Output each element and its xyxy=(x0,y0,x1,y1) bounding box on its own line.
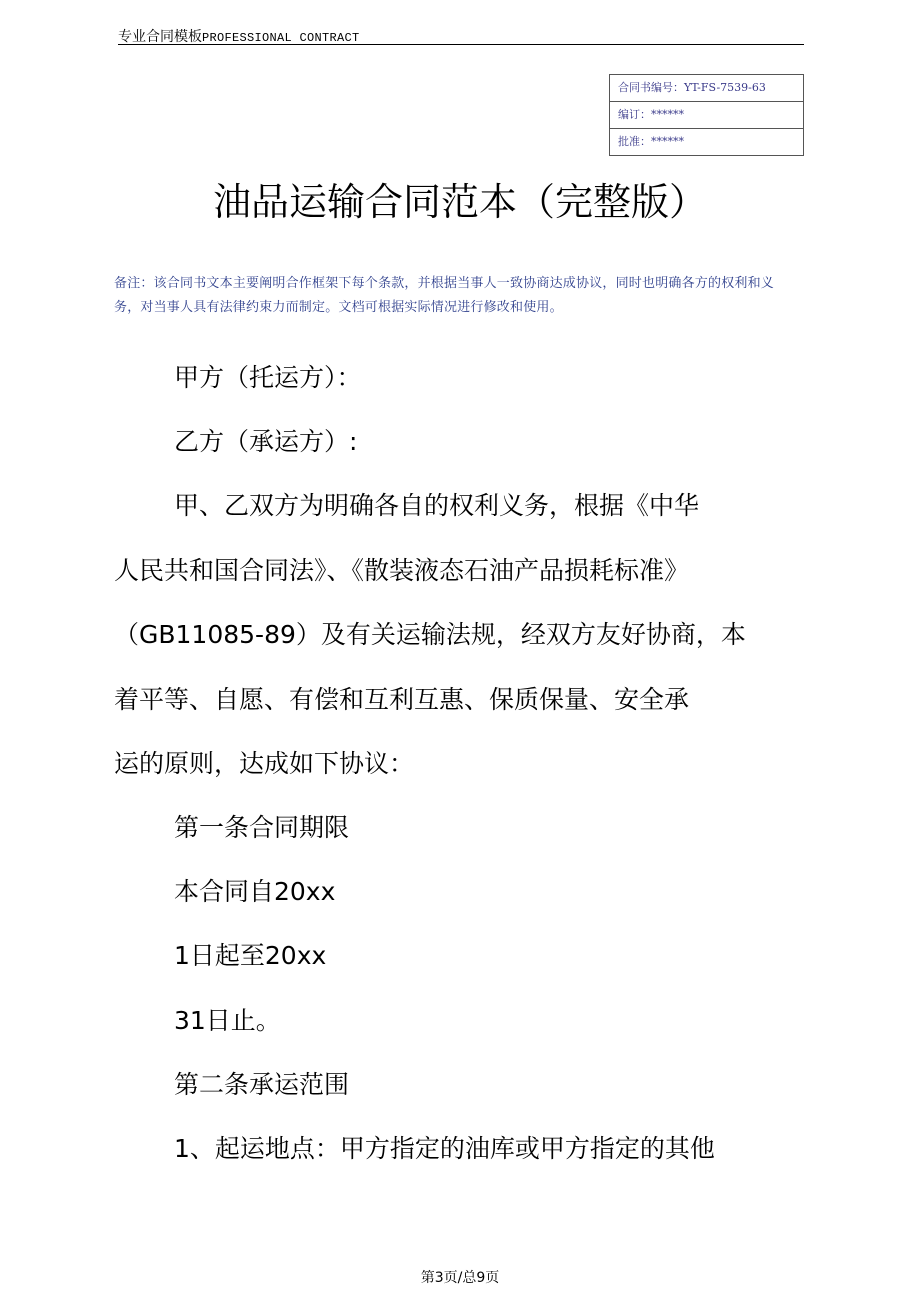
intro-line-4: 着平等、自愿、有偿和互利互惠、保质保量、安全承 xyxy=(114,685,690,714)
revision-field: 编订：****** xyxy=(610,102,803,129)
article-1-line-2: 1日起至20xx xyxy=(174,941,327,970)
contract-info-box xyxy=(609,74,804,156)
intro-line-5: 运的原则，达成如下协议： xyxy=(114,749,415,778)
article-2-title: 第二条承运范围 xyxy=(174,1070,350,1099)
header-template-label: 专业合同模板 xyxy=(118,29,202,45)
article-1-line-3: 31日止。 xyxy=(174,1006,281,1035)
intro-line-1: 甲、乙双方为明确各自的权利义务，根据《中华 xyxy=(174,491,700,520)
document-title: 油品运输合同范本（完整版） xyxy=(212,180,707,224)
header-english-label: PROFESSIONAL CONTRACT xyxy=(202,31,360,45)
intro-line-2: 人民共和国合同法》、《散装液态石油产品损耗标准》 xyxy=(114,556,690,585)
approval-field: 批准：****** xyxy=(618,135,684,148)
page-header xyxy=(118,26,804,45)
article-1-line-1: 本合同自20xx xyxy=(174,877,336,906)
intro-line-3: （GB11085-89）及有关运输法规，经双方友好协商，本 xyxy=(114,620,746,649)
article-1-title: 第一条合同期限 xyxy=(174,813,350,842)
remark-note: 备注：该合同书文本主要阐明合作框架下每个条款，并根据当事人一致协商达成协议，同时也明确各方的权利和义务，对当事人具有法律约束力而制定。文档可根据实际情况进行修改和使用。 xyxy=(114,276,775,315)
page-number-footer: 第3页/总9页 xyxy=(420,1270,500,1286)
article-2-item-1: 1、起运地点：甲方指定的油库或甲方指定的其他 xyxy=(174,1134,715,1163)
party-a-line: 甲方（托运方）： xyxy=(174,363,362,392)
contract-number: 合同书编号：YT-FS-7539-63 xyxy=(610,75,803,102)
party-b-line: 乙方（承运方）: xyxy=(174,427,358,456)
